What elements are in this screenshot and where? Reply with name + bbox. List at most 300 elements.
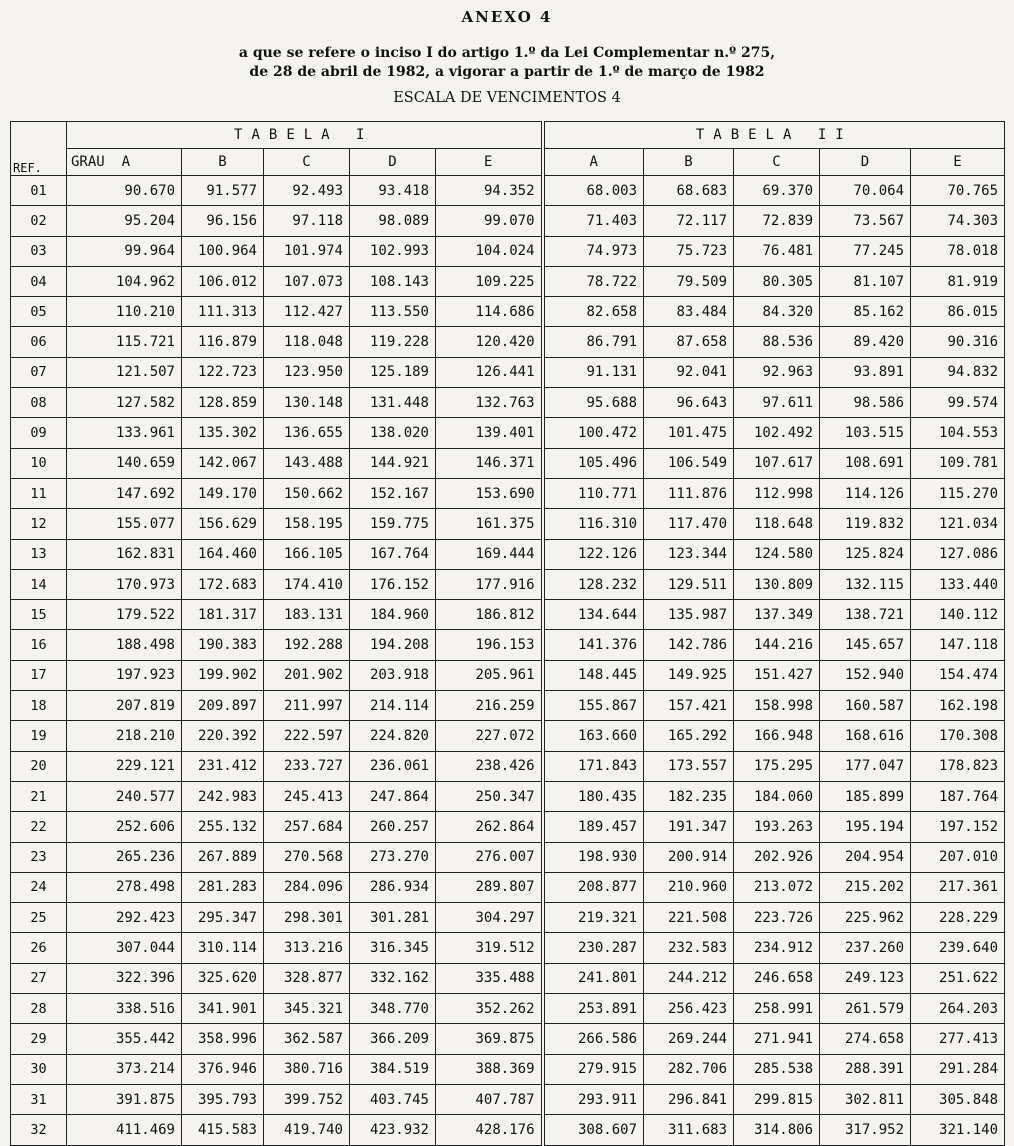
tabela-1-value-cell: 152.167: [350, 478, 436, 508]
tabela-1-value-cell: 98.089: [350, 206, 436, 236]
tabela-1-value-cell: 183.131: [264, 600, 350, 630]
tabela-1-value-cell: 166.105: [264, 539, 350, 569]
tabela-2-value-cell: 77.245: [820, 236, 911, 266]
tabela-2-value-cell: 208.877: [543, 872, 644, 902]
tabela-1-value-cell: 352.262: [436, 994, 543, 1024]
tabela-1-value-cell: 158.195: [264, 509, 350, 539]
tabela-2-value-cell: 140.112: [911, 600, 1005, 630]
tabela-2-value-cell: 314.806: [734, 1115, 820, 1145]
tabela-2-value-cell: 130.809: [734, 569, 820, 599]
tabela-1-value-cell: 161.375: [436, 509, 543, 539]
tabela-2-value-cell: 98.586: [820, 388, 911, 418]
tabela-2-value-cell: 182.235: [644, 781, 734, 811]
tabela-2-value-cell: 124.580: [734, 539, 820, 569]
tabela-1-value-cell: 281.283: [182, 872, 264, 902]
table-row: [11, 994, 1005, 1024]
tabela-1-value-cell: 298.301: [264, 903, 350, 933]
tabela-2-value-cell: 72.117: [644, 206, 734, 236]
tabela-1-value-cell: 116.879: [182, 327, 264, 357]
tabela-1-value-cell: 142.067: [182, 448, 264, 478]
tabela-2-header: TABELA II: [543, 122, 1005, 149]
tabela-1-value-cell: 242.983: [182, 781, 264, 811]
tabela-1-value-cell: 419.740: [264, 1115, 350, 1145]
tabela-1-value-cell: 328.877: [264, 963, 350, 993]
tabela-1-value-cell: 255.132: [182, 812, 264, 842]
tabela-1-value-cell: 362.587: [264, 1024, 350, 1054]
tabela-1-value-cell: 181.317: [182, 600, 264, 630]
tabela-1-value-cell: 313.216: [264, 933, 350, 963]
tabela-1-value-cell: 170.973: [67, 569, 182, 599]
tabela-1-value-cell: 292.423: [67, 903, 182, 933]
table-row: [11, 751, 1005, 781]
tabela-1-value-cell: 100.964: [182, 236, 264, 266]
tabela-2-value-cell: 228.229: [911, 903, 1005, 933]
tabela-1-value-cell: 222.597: [264, 721, 350, 751]
ref-cell: 32: [11, 1115, 67, 1145]
tabela-1-value-cell: 99.964: [67, 236, 182, 266]
tabela-2-value-cell: 239.640: [911, 933, 1005, 963]
tabela-1-value-cell: 301.281: [350, 903, 436, 933]
tabela-2-value-cell: 100.472: [543, 418, 644, 448]
tabela-2-value-cell: 68.683: [644, 176, 734, 206]
table-row: [11, 691, 1005, 721]
tabela-1-value-cell: 118.048: [264, 327, 350, 357]
tabela-2-value-cell: 170.308: [911, 721, 1005, 751]
tabela-1-value-cell: 403.745: [350, 1084, 436, 1114]
tabela-2-value-cell: 105.496: [543, 448, 644, 478]
tabela-1-value-cell: 240.577: [67, 781, 182, 811]
tabela-2-value-cell: 86.015: [911, 297, 1005, 327]
tabela-1-value-cell: 122.723: [182, 357, 264, 387]
tabela-2-value-cell: 189.457: [543, 812, 644, 842]
tabela-1-value-cell: 201.902: [264, 660, 350, 690]
tabela-1-value-cell: 91.577: [182, 176, 264, 206]
tabela-1-value-cell: 97.118: [264, 206, 350, 236]
tabela-2-value-cell: 251.622: [911, 963, 1005, 993]
tabela-2-value-cell: 302.811: [820, 1084, 911, 1114]
tabela-1-value-cell: 376.946: [182, 1054, 264, 1084]
tabela-1-value-cell: 307.044: [67, 933, 182, 963]
tabela-2-value-cell: 221.508: [644, 903, 734, 933]
tabela-2-value-cell: 107.617: [734, 448, 820, 478]
tabela-2-value-cell: 282.706: [644, 1054, 734, 1084]
salary-table-body: [11, 176, 1005, 1146]
tabela-2-value-cell: 249.123: [820, 963, 911, 993]
tabela-2-value-cell: 191.347: [644, 812, 734, 842]
tabela-1-value-cell: 109.225: [436, 266, 543, 296]
table-row: [11, 1084, 1005, 1114]
tabela-2-value-cell: 76.481: [734, 236, 820, 266]
tabela-2-value-cell: 279.915: [543, 1054, 644, 1084]
ref-cell: 06: [11, 327, 67, 357]
tabela-2-value-cell: 109.781: [911, 448, 1005, 478]
tabela-2-value-cell: 253.891: [543, 994, 644, 1024]
tabela-1-value-cell: 224.820: [350, 721, 436, 751]
tabela-1-value-cell: 262.864: [436, 812, 543, 842]
tabela-1-value-cell: 276.007: [436, 842, 543, 872]
tabela-2-value-cell: 111.876: [644, 478, 734, 508]
tabela-1-value-cell: 220.392: [182, 721, 264, 751]
tabela-1-value-cell: 164.460: [182, 539, 264, 569]
tabela-1-value-cell: 106.012: [182, 266, 264, 296]
tabela-2-value-cell: 119.832: [820, 509, 911, 539]
grade-header-t1-a: [67, 149, 182, 176]
tabela-2-value-cell: 118.648: [734, 509, 820, 539]
tabela-2-value-cell: 103.515: [820, 418, 911, 448]
tabela-2-value-cell: 185.899: [820, 781, 911, 811]
ref-cell: 31: [11, 1084, 67, 1114]
table-row: [11, 1115, 1005, 1145]
table-row: [11, 297, 1005, 327]
tabela-1-value-cell: 227.072: [436, 721, 543, 751]
tabela-1-value-cell: 125.189: [350, 357, 436, 387]
tabela-2-value-cell: 285.538: [734, 1054, 820, 1084]
tabela-1-value-cell: 172.683: [182, 569, 264, 599]
tabela-1-value-cell: 113.550: [350, 297, 436, 327]
tabela-2-value-cell: 162.198: [911, 691, 1005, 721]
tabela-2-value-cell: 305.848: [911, 1084, 1005, 1114]
ref-cell: 24: [11, 872, 67, 902]
ref-cell: 23: [11, 842, 67, 872]
ref-cell: 12: [11, 509, 67, 539]
ref-cell: 17: [11, 660, 67, 690]
tabela-2-value-cell: 102.492: [734, 418, 820, 448]
tabela-2-value-cell: 70.064: [820, 176, 911, 206]
table-row: [11, 721, 1005, 751]
table-row: [11, 903, 1005, 933]
grade-header-t2-e: E: [911, 149, 1005, 176]
table-row: [11, 448, 1005, 478]
tabela-2-value-cell: 128.232: [543, 569, 644, 599]
tabela-2-value-cell: 72.839: [734, 206, 820, 236]
tabela-1-value-cell: 99.070: [436, 206, 543, 236]
tabela-1-value-cell: 260.257: [350, 812, 436, 842]
tabela-1-value-cell: 203.918: [350, 660, 436, 690]
tabela-2-value-cell: 69.370: [734, 176, 820, 206]
table-row: [11, 206, 1005, 236]
tabela-1-value-cell: 147.692: [67, 478, 182, 508]
tabela-1-header: TABELA I: [67, 122, 543, 149]
tabela-1-value-cell: 319.512: [436, 933, 543, 963]
tabela-2-value-cell: 198.930: [543, 842, 644, 872]
tabela-2-value-cell: 230.287: [543, 933, 644, 963]
tabela-2-value-cell: 114.126: [820, 478, 911, 508]
tabela-2-value-cell: 129.511: [644, 569, 734, 599]
tabela-2-value-cell: 160.587: [820, 691, 911, 721]
tabela-1-value-cell: 415.583: [182, 1115, 264, 1145]
grade-header-t1-b: B: [182, 149, 264, 176]
ref-cell: 27: [11, 963, 67, 993]
tabela-1-value-cell: 93.418: [350, 176, 436, 206]
tabela-1-value-cell: 295.347: [182, 903, 264, 933]
table-row: [11, 478, 1005, 508]
tabela-2-value-cell: 122.126: [543, 539, 644, 569]
tabela-2-value-cell: 317.952: [820, 1115, 911, 1145]
tabela-1-value-cell: 143.488: [264, 448, 350, 478]
tabela-2-value-cell: 223.726: [734, 903, 820, 933]
tabela-2-value-cell: 151.427: [734, 660, 820, 690]
tabela-2-value-cell: 215.202: [820, 872, 911, 902]
tabela-2-value-cell: 296.841: [644, 1084, 734, 1114]
tabela-1-value-cell: 304.297: [436, 903, 543, 933]
tabela-2-value-cell: 135.987: [644, 600, 734, 630]
tabela-2-value-cell: 90.316: [911, 327, 1005, 357]
ref-cell: 14: [11, 569, 67, 599]
tabela-1-value-cell: 126.441: [436, 357, 543, 387]
tabela-2-value-cell: 219.321: [543, 903, 644, 933]
tabela-2-value-cell: 97.611: [734, 388, 820, 418]
tabela-2-value-cell: 82.658: [543, 297, 644, 327]
grade-header-t2-b: B: [644, 149, 734, 176]
tabela-1-value-cell: 355.442: [67, 1024, 182, 1054]
tabela-2-value-cell: 180.435: [543, 781, 644, 811]
tabela-1-value-cell: 407.787: [436, 1084, 543, 1114]
tabela-1-value-cell: 179.522: [67, 600, 182, 630]
tabela-2-value-cell: 204.954: [820, 842, 911, 872]
table-row: [11, 963, 1005, 993]
tabela-1-value-cell: 136.655: [264, 418, 350, 448]
grade-header-t1-d: D: [350, 149, 436, 176]
scale-title: ESCALA DE VENCIMENTOS 4: [393, 90, 621, 106]
tabela-2-value-cell: 141.376: [543, 630, 644, 660]
grade-header-t2-d: D: [820, 149, 911, 176]
tabela-1-value-cell: 140.659: [67, 448, 182, 478]
tabela-1-value-cell: 395.793: [182, 1084, 264, 1114]
tabela-2-value-cell: 70.765: [911, 176, 1005, 206]
ref-cell: 02: [11, 206, 67, 236]
tabela-2-value-cell: 68.003: [543, 176, 644, 206]
tabela-1-value-cell: 391.875: [67, 1084, 182, 1114]
tabela-1-value-cell: 218.210: [67, 721, 182, 751]
table-row: [11, 1054, 1005, 1084]
tabela-1-value-cell: 94.352: [436, 176, 543, 206]
ref-cell: 22: [11, 812, 67, 842]
tabela-1-value-cell: 211.997: [264, 691, 350, 721]
table-row: [11, 1024, 1005, 1054]
tabela-2-value-cell: 121.034: [911, 509, 1005, 539]
tabela-1-value-cell: 156.629: [182, 509, 264, 539]
tabela-1-value-cell: 184.960: [350, 600, 436, 630]
tabela-1-value-cell: 289.807: [436, 872, 543, 902]
tabela-1-value-cell: 322.396: [67, 963, 182, 993]
tabela-2-value-cell: 256.423: [644, 994, 734, 1024]
table-row: [11, 600, 1005, 630]
tabela-1-value-cell: 115.721: [67, 327, 182, 357]
tabela-1-value-cell: 384.519: [350, 1054, 436, 1084]
ref-cell: 05: [11, 297, 67, 327]
ref-cell: 29: [11, 1024, 67, 1054]
tabela-2-value-cell: 78.018: [911, 236, 1005, 266]
tabela-1-value-cell: 127.582: [67, 388, 182, 418]
ref-cell: 30: [11, 1054, 67, 1084]
tabela-2-value-cell: 123.344: [644, 539, 734, 569]
tabela-2-value-cell: 197.152: [911, 812, 1005, 842]
tabela-1-value-cell: 388.369: [436, 1054, 543, 1084]
tabela-1-value-cell: 216.259: [436, 691, 543, 721]
tabela-1-value-cell: 358.996: [182, 1024, 264, 1054]
tabela-2-value-cell: 104.553: [911, 418, 1005, 448]
tabela-1-value-cell: 267.889: [182, 842, 264, 872]
subtitle: [0, 44, 1014, 82]
ref-cell: 10: [11, 448, 67, 478]
tabela-2-value-cell: 152.940: [820, 660, 911, 690]
tabela-2-value-cell: 213.072: [734, 872, 820, 902]
tabela-1-value-cell: 209.897: [182, 691, 264, 721]
table-row: [11, 266, 1005, 296]
grade-label: GRAU: [71, 154, 105, 170]
tabela-2-value-cell: 93.891: [820, 357, 911, 387]
tabela-1-value-cell: 131.448: [350, 388, 436, 418]
tabela-1-value-cell: 135.302: [182, 418, 264, 448]
tabela-1-value-cell: 338.516: [67, 994, 182, 1024]
tabela-1-value-cell: 238.426: [436, 751, 543, 781]
tabela-1-value-cell: 176.152: [350, 569, 436, 599]
tabela-1-value-cell: 366.209: [350, 1024, 436, 1054]
tabela-2-value-cell: 274.658: [820, 1024, 911, 1054]
tabela-2-value-cell: 149.925: [644, 660, 734, 690]
tabela-2-value-cell: 155.867: [543, 691, 644, 721]
tabela-1-value-cell: 428.176: [436, 1115, 543, 1145]
tabela-1-value-cell: 207.819: [67, 691, 182, 721]
tabela-2-value-cell: 202.926: [734, 842, 820, 872]
tabela-2-value-cell: 163.660: [543, 721, 644, 751]
tabela-1-value-cell: 112.427: [264, 297, 350, 327]
tabela-2-value-cell: 246.658: [734, 963, 820, 993]
tabela-1-value-cell: 101.974: [264, 236, 350, 266]
table-row: [11, 781, 1005, 811]
tabela-1-value-cell: 245.413: [264, 781, 350, 811]
salary-table-container: [10, 121, 1004, 1146]
tabela-2-value-cell: 178.823: [911, 751, 1005, 781]
tabela-2-value-cell: 117.470: [644, 509, 734, 539]
table-row: [11, 327, 1005, 357]
tabela-2-value-cell: 101.475: [644, 418, 734, 448]
tabela-2-value-cell: 293.911: [543, 1084, 644, 1114]
table-row: [11, 418, 1005, 448]
tabela-2-value-cell: 241.801: [543, 963, 644, 993]
tabela-1-value-cell: 205.961: [436, 660, 543, 690]
tabela-2-value-cell: 81.107: [820, 266, 911, 296]
tabela-1-value-cell: 192.288: [264, 630, 350, 660]
tabela-1-value-cell: 186.812: [436, 600, 543, 630]
ref-cell: 13: [11, 539, 67, 569]
tabela-2-value-cell: 125.824: [820, 539, 911, 569]
subtitle-line-2: de 28 de abril de 1982, a vigorar a partir de 1.º de março de 1982: [249, 64, 765, 80]
tabela-2-value-cell: 244.212: [644, 963, 734, 993]
ref-cell: 11: [11, 478, 67, 508]
tabela-1-value-cell: 194.208: [350, 630, 436, 660]
tabela-2-value-cell: 87.658: [644, 327, 734, 357]
tabela-1-value-cell: 399.752: [264, 1084, 350, 1114]
tabela-2-value-cell: 71.403: [543, 206, 644, 236]
tabela-1-value-cell: 332.162: [350, 963, 436, 993]
tabela-1-value-cell: 102.993: [350, 236, 436, 266]
tabela-2-value-cell: 288.391: [820, 1054, 911, 1084]
tabela-1-value-cell: 150.662: [264, 478, 350, 508]
tabela-2-value-cell: 78.722: [543, 266, 644, 296]
tabela-2-value-cell: 200.914: [644, 842, 734, 872]
tabela-2-value-cell: 299.815: [734, 1084, 820, 1114]
tabela-2-value-cell: 175.295: [734, 751, 820, 781]
ref-cell: 19: [11, 721, 67, 751]
tabela-2-value-cell: 234.912: [734, 933, 820, 963]
tabela-1-value-cell: 196.153: [436, 630, 543, 660]
tabela-2-value-cell: 147.118: [911, 630, 1005, 660]
grade-header-t1-e: E: [436, 149, 543, 176]
table-row: [11, 176, 1005, 206]
tabela-2-value-cell: 74.973: [543, 236, 644, 266]
tabela-2-value-cell: 74.303: [911, 206, 1005, 236]
grade-header-t2-c: C: [734, 149, 820, 176]
tabela-1-value-cell: 149.170: [182, 478, 264, 508]
tabela-2-value-cell: 133.440: [911, 569, 1005, 599]
tabela-2-value-cell: 138.721: [820, 600, 911, 630]
tabela-2-value-cell: 85.162: [820, 297, 911, 327]
tabela-1-value-cell: 139.401: [436, 418, 543, 448]
tabela-2-value-cell: 108.691: [820, 448, 911, 478]
ref-cell: 21: [11, 781, 67, 811]
tabela-2-value-cell: 269.244: [644, 1024, 734, 1054]
tabela-1-value-cell: 345.321: [264, 994, 350, 1024]
tabela-2-value-cell: 84.320: [734, 297, 820, 327]
tabela-1-value-cell: 128.859: [182, 388, 264, 418]
table-row: [11, 236, 1005, 266]
tabela-2-value-cell: 134.644: [543, 600, 644, 630]
tabela-2-value-cell: 154.474: [911, 660, 1005, 690]
ref-cell: 09: [11, 418, 67, 448]
tabela-2-value-cell: 83.484: [644, 297, 734, 327]
tabela-1-value-cell: 284.096: [264, 872, 350, 902]
tabela-1-value-cell: 108.143: [350, 266, 436, 296]
tabela-2-value-cell: 232.583: [644, 933, 734, 963]
table-row: [11, 660, 1005, 690]
tabela-2-value-cell: 177.047: [820, 751, 911, 781]
ref-cell: 16: [11, 630, 67, 660]
tabela-2-value-cell: 261.579: [820, 994, 911, 1024]
tabela-1-value-cell: 199.902: [182, 660, 264, 690]
table-row: [11, 933, 1005, 963]
tabela-2-value-cell: 166.948: [734, 721, 820, 751]
tabela-2-value-cell: 173.557: [644, 751, 734, 781]
table-row: [11, 872, 1005, 902]
page-title: ANEXO 4: [461, 8, 553, 26]
tabela-2-value-cell: 92.963: [734, 357, 820, 387]
tabela-1-value-cell: 96.156: [182, 206, 264, 236]
tabela-1-value-cell: 380.716: [264, 1054, 350, 1084]
table-row: [11, 569, 1005, 599]
tabela-1-value-cell: 278.498: [67, 872, 182, 902]
tabela-1-value-cell: 104.962: [67, 266, 182, 296]
ref-header: REF.: [11, 122, 67, 176]
tabela-2-value-cell: 193.263: [734, 812, 820, 842]
table-row: [11, 630, 1005, 660]
tabela-2-value-cell: 127.086: [911, 539, 1005, 569]
ref-cell: 15: [11, 600, 67, 630]
tabela-1-value-cell: 159.775: [350, 509, 436, 539]
ref-cell: 04: [11, 266, 67, 296]
tabela-1-value-cell: 214.114: [350, 691, 436, 721]
ref-cell: 03: [11, 236, 67, 266]
tabela-2-value-cell: 237.260: [820, 933, 911, 963]
tabela-2-value-cell: 157.421: [644, 691, 734, 721]
tabela-1-value-cell: 229.121: [67, 751, 182, 781]
tabela-1-value-cell: 138.020: [350, 418, 436, 448]
tabela-2-value-cell: 144.216: [734, 630, 820, 660]
tabela-1-value-cell: 121.507: [67, 357, 182, 387]
tabela-1-value-cell: 348.770: [350, 994, 436, 1024]
tabela-1-value-cell: 169.444: [436, 539, 543, 569]
tabela-2-value-cell: 110.771: [543, 478, 644, 508]
